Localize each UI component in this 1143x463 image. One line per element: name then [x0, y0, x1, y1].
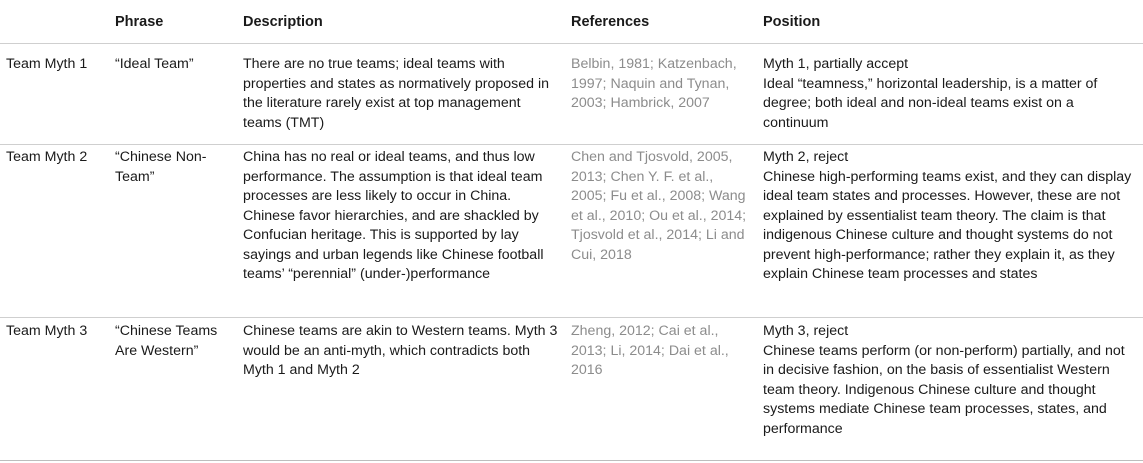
header-position: Position [763, 14, 821, 30]
row-2-phrase: “Chinese Non-Team” [115, 149, 207, 185]
row-2-references: Chen and Tjosvold, 2005, 2013; Chen Y. F. et al., 2005; Fu et al., 2008; Wang et al., 2010; Ou et al., 2014; Tjosvold et al., 2014; Li and Cui, 2018 [571, 149, 747, 263]
row-2-label: Team Myth 2 [6, 149, 88, 165]
row-1-description: There are no true teams; ideal teams with properties and states as normatively proposed in the literature rarely exist at top management teams (TMT) [243, 56, 549, 131]
row-3-phrase: “Chinese Teams Are Western” [115, 323, 218, 359]
row-3-description: Chinese teams are akin to Western teams. Myth 3 would be an anti-myth, which contradicts both Myth 1 and Myth 2 [243, 323, 558, 378]
row-1-divider [0, 144, 1143, 145]
header-phrase: Phrase [115, 14, 164, 30]
table-bottom-rule [0, 460, 1143, 461]
row-2-description: China has no real or ideal teams, and thus low performance. The assumption is that ideal team processes are less likely to occur in China. Chinese favor hierarchies, and are shackled by Confucian heritage. This is supported by lay sayings and urban legends like Chinese football teams’ “perennial” (under-)performance [243, 149, 544, 282]
row-2-divider [0, 317, 1143, 318]
row-3-position-title: Myth 3, reject [763, 323, 849, 339]
row-2-position-title: Myth 2, reject [763, 149, 849, 165]
row-1-position-text: Ideal “teamness,” horizontal leadership, is a matter of degree; both ideal and non-ideal teams exist on a continuum [763, 75, 1098, 131]
row-3-position-text: Chinese teams perform (or non-perform) partially, and not in decisive fashion, on the basis of essentialist Western team theory. Indigenous Chinese culture and thought systems mediate Chinese team processes, states, and performance [763, 342, 1125, 437]
header-references: References [571, 14, 650, 30]
row-2-position-text: Chinese high-performing teams exist, and they can display ideal team states and processes. However, these are not explained by essentialist team theory. The claim is that indigenous Chinese culture and thought systems do not prevent high-performance; rather they explain it, as they explain Chinese team processes and states [763, 168, 1132, 282]
row-1-label: Team Myth 1 [6, 56, 88, 72]
row-1-position-title: Myth 1, partially accept [763, 56, 909, 72]
row-1-position [763, 55, 1138, 133]
header-divider [0, 43, 1143, 44]
row-1-phrase: “Ideal Team” [115, 56, 194, 72]
header-description: Description [243, 14, 323, 30]
row-1-references: Belbin, 1981; Katzenbach, 1997; Naquin and Tynan, 2003; Hambrick, 2007 [571, 56, 737, 111]
row-2-position [763, 148, 1138, 285]
row-3-label: Team Myth 3 [6, 323, 88, 339]
row-3-position [763, 322, 1138, 439]
row-3-references: Zheng, 2012; Cai et al., 2013; Li, 2014; Dai et al., 2016 [571, 323, 729, 378]
